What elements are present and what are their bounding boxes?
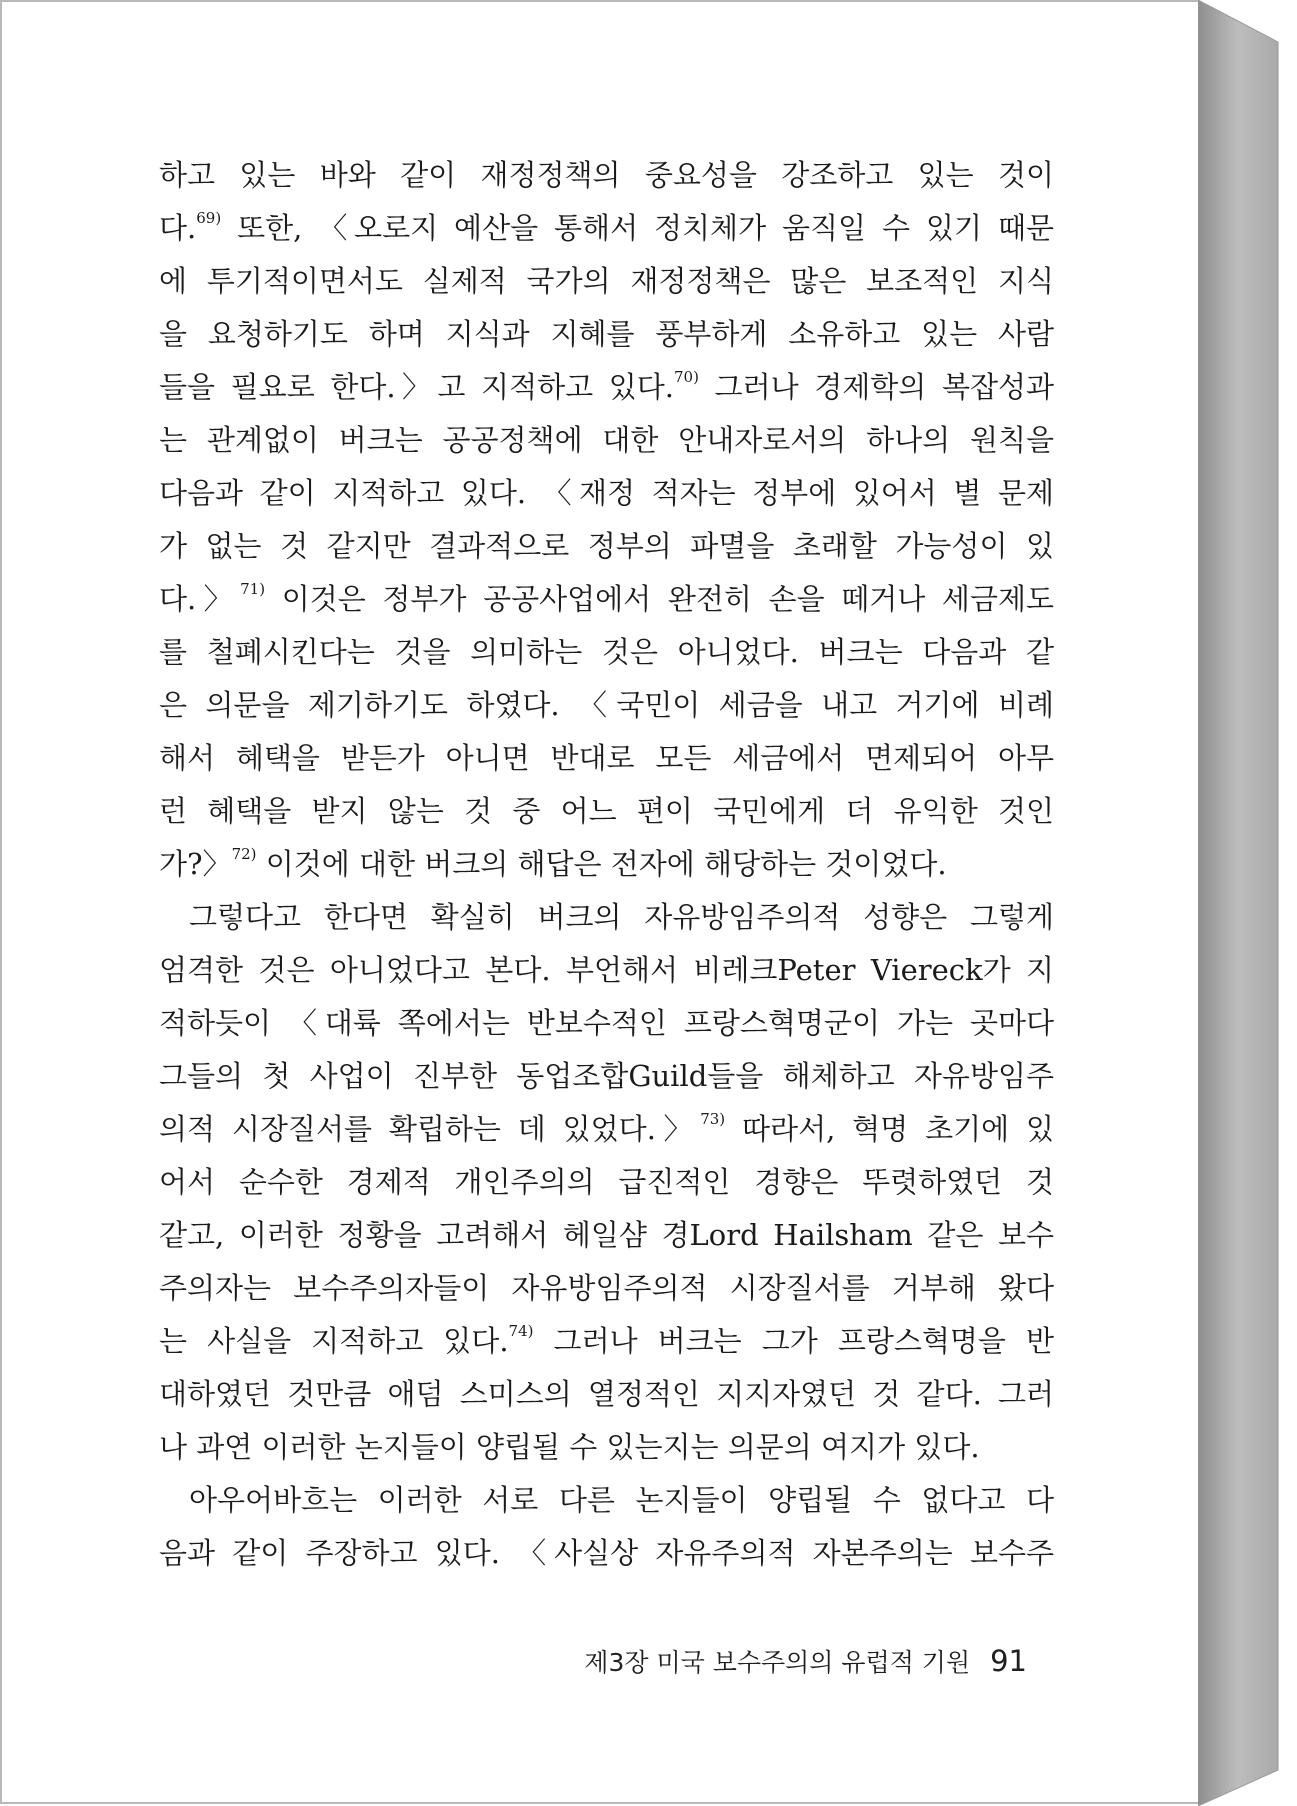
text-line [159, 997, 1054, 1050]
line-text: 그러나 버크는 그가 프랑스혁명을 반 [533, 1324, 1055, 1358]
text-line [159, 626, 1054, 679]
line-text: 해서 혜택을 받든가 아니면 반대로 모든 세금에서 면제되어 아무 [159, 741, 1054, 775]
line-text: 런 혜택을 받지 않는 것 중 어느 편이 국민에게 더 유익한 것인 [159, 794, 1054, 828]
text-line [159, 732, 1054, 785]
text-line [159, 255, 1054, 308]
text-line [159, 944, 1054, 997]
line-text: 그러나 경제학의 복잡성과 [698, 370, 1055, 404]
text-line [159, 679, 1054, 732]
line-text: 를 철폐시킨다는 것을 의미하는 것은 아니었다. 버크는 다음과 같 [159, 635, 1054, 669]
line-text: 나 과연 이러한 논지들이 양립될 수 있는지는 의문의 여지가 있다. [159, 1430, 980, 1464]
line-text: 엄격한 것은 아니었다고 본다. 부언해서 비레크Peter Viereck가 지 [159, 953, 1054, 987]
text-line [159, 1156, 1054, 1209]
line-text: 다. [159, 211, 197, 245]
text-line [159, 1421, 1054, 1474]
text-line [159, 785, 1054, 838]
text-line [159, 1527, 1054, 1580]
running-head: 제3장 미국 보수주의의 유럽적 기원 [584, 1648, 971, 1677]
line-text: 에 투기적이면서도 실제적 국가의 재정정책은 많은 보조적인 지식 [159, 264, 1054, 298]
line-text: 음과 같이 주장하고 있다. 〈사실상 자유주의적 자본주의는 보수주 [159, 1536, 1054, 1570]
text-line [159, 573, 1054, 626]
line-text: 가 없는 것 같지만 결과적으로 정부의 파멸을 초래할 가능성이 있 [159, 529, 1054, 563]
page-footer [582, 1636, 1027, 1686]
line-text: 또한, 〈오로지 예산을 통해서 정치체가 움직일 수 있기 때문 [221, 211, 1054, 245]
line-text: 을 요청하기도 하며 지식과 지혜를 풍부하게 소유하고 있는 사람 [159, 317, 1054, 351]
line-text: 다음과 같이 지적하고 있다. 〈재정 적자는 정부에 있어서 별 문제 [159, 476, 1054, 510]
footnote-marker: 74) [508, 1322, 534, 1341]
footnote-marker: 73) [700, 1110, 726, 1129]
text-line [159, 361, 1054, 414]
text-line [159, 467, 1054, 520]
line-text: 아우어바흐는 이러한 서로 다른 논지들이 양립될 수 없다고 다 [189, 1483, 1054, 1517]
text-line [159, 1262, 1054, 1315]
line-text: 는 사실을 지적하고 있다. [159, 1324, 509, 1358]
footnote-marker: 71) [240, 580, 266, 599]
line-text: 의적 시장질서를 확립하는 데 있었다.〉 [159, 1112, 701, 1146]
text-line [159, 1209, 1054, 1262]
line-text: 다.〉 [159, 582, 241, 616]
text-line [159, 414, 1054, 467]
text-line [159, 308, 1054, 361]
text-line [159, 149, 1054, 202]
line-text: 대하였던 것만큼 애덤 스미스의 열정적인 지지자였던 것 같다. 그러 [159, 1377, 1054, 1411]
footnote-marker: 70) [674, 368, 699, 387]
text-line [159, 1368, 1054, 1421]
line-text: 같고, 이러한 정황을 고려해서 헤일샴 경Lord Hailsham 같은 보수 [159, 1218, 1054, 1252]
line-text: 그들의 첫 사업이 진부한 동업조합Guild들을 해체하고 자유방임주 [159, 1059, 1054, 1093]
line-text: 따라서, 혁명 초기에 있 [725, 1112, 1054, 1146]
line-text: 이것에 대한 버크의 해답은 전자에 해당하는 것이었다. [256, 847, 947, 881]
text-line [159, 202, 1054, 255]
line-text: 가?〉 [159, 847, 232, 881]
text-line [159, 520, 1054, 573]
footnote-marker: 69) [196, 209, 222, 228]
text-line [159, 1474, 1054, 1527]
text-line [159, 1315, 1054, 1368]
line-text: 어서 순수한 경제적 개인주의의 급진적인 경향은 뚜렷하였던 것 [159, 1165, 1054, 1199]
text-line [159, 1050, 1054, 1103]
text-line [159, 1103, 1054, 1156]
text-line [159, 891, 1054, 944]
line-text: 들을 필요로 한다.〉고 지적하고 있다. [159, 370, 674, 404]
line-text: 은 의문을 제기하기도 하였다. 〈국민이 세금을 내고 거기에 비례 [159, 688, 1054, 722]
line-text: 그렇다고 한다면 확실히 버크의 자유방임주의적 성향은 그렇게 [189, 900, 1054, 934]
line-text: 주의자는 보수주의자들이 자유방임주의적 시장질서를 거부해 왔다 [159, 1271, 1055, 1305]
footnote-marker: 72) [231, 845, 257, 864]
book-edge [1198, 0, 1297, 1806]
body-text [159, 149, 1054, 1580]
text-line [159, 838, 1054, 891]
page-number: 91 [990, 1644, 1027, 1678]
line-text: 하고 있는 바와 같이 재정정책의 중요성을 강조하고 있는 것이 [159, 158, 1054, 192]
line-text: 는 관계없이 버크는 공공정책에 대한 안내자로서의 하나의 원칙을 [159, 423, 1054, 457]
line-text: 이것은 정부가 공공사업에서 완전히 손을 떼거나 세금제도 [265, 582, 1054, 616]
line-text: 적하듯이 〈대륙 쪽에서는 반보수적인 프랑스혁명군이 가는 곳마다 [159, 1006, 1054, 1040]
